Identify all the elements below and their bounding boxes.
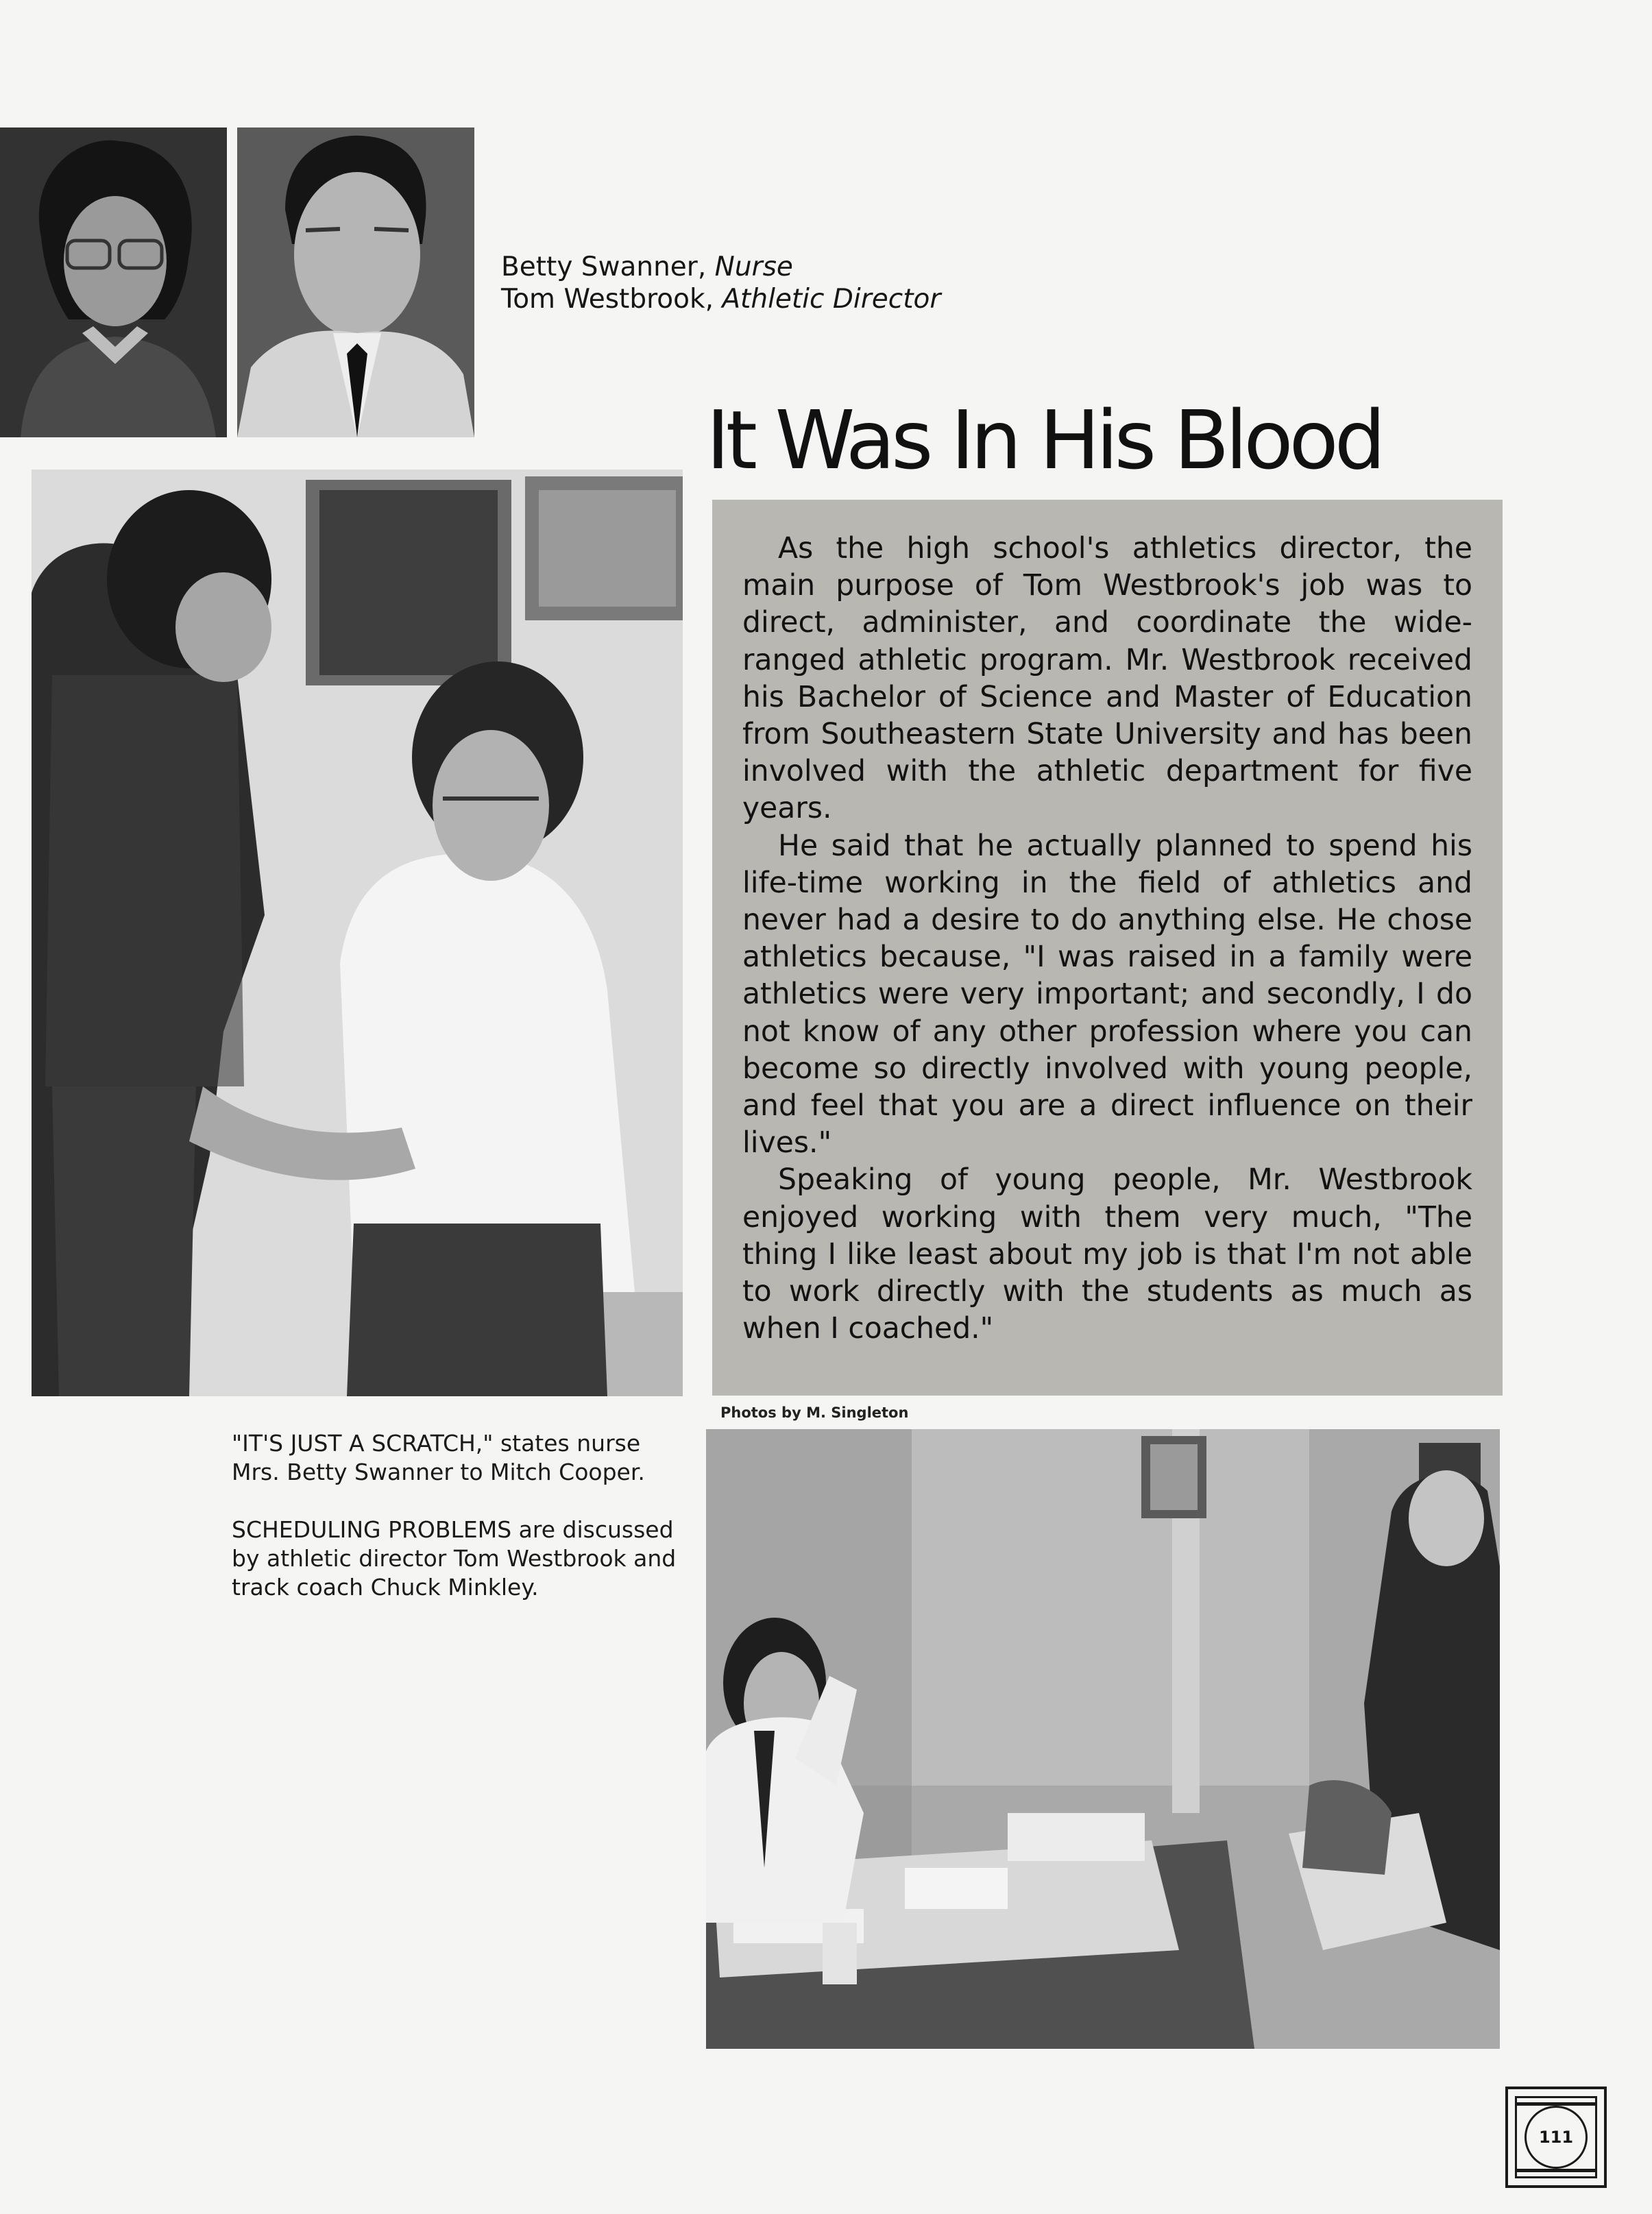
- nurse-treating-student-photo: [32, 470, 683, 1396]
- staff-title: Nurse: [714, 252, 793, 282]
- staff-line-athletic-director: [501, 283, 940, 315]
- portrait-betty-swanner: [0, 127, 227, 437]
- staff-name: Betty Swanner,: [501, 252, 707, 282]
- caption-nurse-photo: "IT'S JUST A SCRATCH," states nurse Mrs. Betty Swanner to Mitch Cooper.: [232, 1430, 645, 1485]
- staff-name: Tom Westbrook,: [501, 284, 714, 315]
- article-paragraph: As the high school's athletics director, the main purpose of Tom Westbrook's job was to direct, administer, and coordinate the wide-ranged athletic program. Mr. Westbrook received his Bachelor of Science and Master of Education from Southeastern State University and has been involved with the athletic department for five years.: [742, 532, 1472, 826]
- folio-bar: [1517, 2169, 1595, 2172]
- office-meeting-photo: [706, 1429, 1500, 2049]
- staff-names: [501, 251, 940, 315]
- photo-captions: [232, 1429, 684, 1631]
- caption-office-photo: SCHEDULING PROBLEMS are discussed by athletic director Tom Westbrook and track coach Chuck Minkley.: [232, 1516, 677, 1601]
- photo-credit: Photos by M. Singleton: [720, 1404, 909, 1421]
- article-text-box: [712, 500, 1503, 1396]
- page-number: 111: [1525, 2106, 1588, 2169]
- portrait-tom-westbrook: [237, 127, 474, 437]
- article-paragraph: Speaking of young people, Mr. Westbrook enjoyed working with them very much, "The thing I like least about my job is that I'm not able to work directly with the students as much as when I coached.": [742, 1163, 1472, 1346]
- staff-title: Athletic Director: [722, 284, 941, 315]
- headline: It Was In His Blood: [706, 393, 1382, 487]
- article-paragraph: He said that he actually planned to spend his life-time working in the field of athletics and never had a desire to do anything else. He chose athletics because, "I was raised in a family were athletics were very important; and secondly, I do not know of any other profession where you can become so directly involved with young people, and feel that you are a direct influence on their lives.": [742, 829, 1472, 1160]
- page-number-box: [1505, 2087, 1607, 2188]
- staff-line-nurse: [501, 251, 940, 283]
